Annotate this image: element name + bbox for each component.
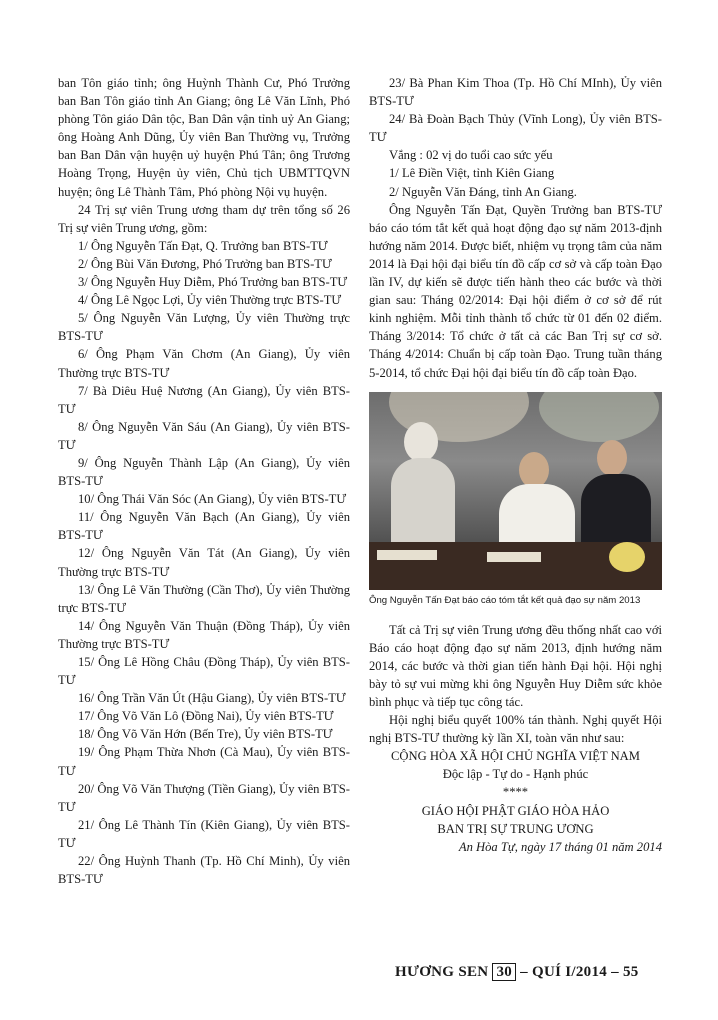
meeting-photo	[369, 392, 662, 590]
member-list-item: 14/ Ông Nguyễn Văn Thuận (Đồng Tháp), Ủy viên Thường trực BTS-TƯ	[58, 618, 350, 651]
vote-paragraph: Hội nghị biểu quyết 100% tán thành. Nghị quyết Hội nghị BTS-TƯ thường kỳ lần XI, toàn văn như sau:	[369, 713, 662, 746]
member-list-item: 24/ Bà Đoàn Bạch Thủy (Vĩnh Long), Ủy viên BTS-TƯ	[369, 112, 662, 145]
member-list-item: 11/ Ông Nguyễn Văn Bạch (An Giang), Ủy viên BTS-TƯ	[58, 510, 350, 543]
photo-caption: Ông Nguyễn Tấn Đạt báo cáo tóm tắt kết quả đạo sự năm 2013	[369, 594, 641, 606]
member-list-item: 1/ Ông Nguyễn Tấn Đạt, Q. Trưởng ban BTS-TƯ	[78, 238, 328, 253]
org-name: GIÁO HỘI PHẬT GIÁO HÒA HẢO	[421, 803, 610, 818]
member-list-item: 6/ Ông Phạm Văn Chơm (An Giang), Ủy viên Thường trực BTS-TƯ	[58, 347, 350, 380]
member-list-item: 21/ Ông Lê Thành Tín (Kiên Giang), Ủy viên BTS-TƯ	[58, 817, 350, 850]
member-list-item: 23/ Bà Phan Kim Thoa (Tp. Hồ Chí MInh), Ủy viên BTS-TƯ	[369, 76, 662, 109]
national-title: CỘNG HÒA XÃ HỘI CHỦ NGHĨA VIỆT NAM	[391, 749, 640, 764]
place-date-line: An Hòa Tự, ngày 17 tháng 01 năm 2014	[458, 839, 662, 854]
member-list-item: 13/ Ông Lê Văn Thường (Cần Thơ), Ủy viên Thường trực BTS-TƯ	[58, 582, 350, 615]
member-list-item: 10/ Ông Thái Văn Sóc (An Giang), Ủy viên BTS-TƯ	[78, 492, 347, 507]
absent-list-item: 2/ Nguyễn Văn Đáng, tỉnh An Giang.	[389, 184, 577, 199]
report-paragraph: Ông Nguyễn Tấn Đạt, Quyền Trưởng ban BTS-TƯ báo cáo tóm tắt kết quả hoạt động đạo sự năm 2013-định hướng năm 2014. Được biết, nhiệm vụ trọng tâm của năm 2014 là Đại hội đại biểu tín đồ cấp cơ sở và cấp toàn Đạo lần IV, dự kiến sẽ được tiến hành theo các bước và thời gian sau: Tháng 02/2014: Đại hội điểm ở cơ sở để rút kinh nghiệm. Mỗi tỉnh thành tổ chức từ 01 đến 02 điểm. Tháng 3/2014: Tổ chức ở tất cả các Ban Trị sự cơ sở. Tháng 4/2014: Chuẩn bị cấp toàn Đạo. Trung tuần tháng 5-2014, tổ chức Đại hội đại biểu tín đồ cấp toàn Đạo.	[369, 202, 662, 380]
member-list-item: 3/ Ông Nguyễn Huy Diễm, Phó Trưởng ban BTS-TƯ	[78, 275, 348, 290]
absent-heading: Vắng : 02 vị do tuổi cao sức yếu	[389, 148, 553, 163]
member-list-item: 4/ Ông Lê Ngọc Lợi, Ủy viên Thường trực BTS-TƯ	[78, 293, 342, 308]
member-list-item: 12/ Ông Nguyễn Văn Tát (An Giang), Ủy viên Thường trực BTS-TƯ	[58, 546, 350, 579]
member-list-item: 15/ Ông Lê Hồng Châu (Đồng Tháp), Ủy viên BTS-TƯ	[58, 655, 350, 688]
page-footer	[395, 963, 639, 981]
member-list-item: 20/ Ông Võ Văn Thượng (Tiền Giang), Ủy viên BTS-TƯ	[58, 781, 350, 814]
absent-list-item: 1/ Lê Điền Việt, tỉnh Kiên Giang	[389, 166, 555, 181]
issue-period: – QUÍ I/2014 –	[520, 964, 619, 980]
member-list-item: 22/ Ông Huỳnh Thanh (Tp. Hồ Chí Minh), Ủy viên BTS-TƯ	[58, 854, 350, 887]
member-list-item: 2/ Ông Bùi Văn Đương, Phó Trưởng ban BTS-TƯ	[78, 256, 332, 271]
member-list-item: 19/ Ông Phạm Thừa Nhơn (Cà Mau), Ủy viên BTS-TƯ	[58, 745, 350, 778]
org-board-name: BAN TRỊ SỰ TRUNG ƯƠNG	[437, 821, 594, 836]
magazine-title: HƯƠNG SEN	[395, 964, 489, 980]
member-list-item: 5/ Ông Nguyễn Văn Lượng, Ủy viên Thường trực BTS-TƯ	[58, 311, 350, 344]
consensus-paragraph: Tất cả Trị sự viên Trung ương đều thống nhất cao với Báo cáo hoạt động đạo sự năm 2013, định hướng năm 2014, các bước và thời gian tiến hành Đại hội. Hội nghị bày tỏ sự vui mừng khi ông Nguyễn Huy Diễm sức khỏe bình phục và tiếp tục công tác.	[369, 622, 662, 709]
member-list-item: 18/ Ông Võ Văn Hớn (Bến Tre), Ủy viên BTS-TƯ	[78, 727, 333, 742]
member-list-item: 9/ Ông Nguyễn Thành Lập (An Giang), Ủy viên BTS-TƯ	[58, 455, 350, 489]
intro-paragraph: ban Tôn giáo tỉnh; ông Huỳnh Thành Cư, Phó Trưởng ban Ban Tôn giáo tỉnh An Giang; ông Lê Văn Lĩnh, Phó phòng Tôn giáo Dân tộc, Ban Dân vận tỉnh uỷ An Giang; ông Hoàng Anh Dũng, Ủy viên Ban Thường vụ, Trưởng ban Ban Dân vận huyện uỷ huyện Phú Tân; ông Trương Hoàng Trọng, Huyện ủy viên, Chủ tịch UBMTTQVN huyện; ông Lê Thành Tâm, Phó phòng Nội vụ huyện.	[58, 76, 350, 199]
right-column	[369, 74, 662, 856]
member-list-item: 16/ Ông Trần Văn Út (Hậu Giang), Ủy viên BTS-TƯ	[78, 691, 346, 706]
national-motto: Độc lập - Tự do - Hạnh phúc	[442, 767, 589, 782]
attendance-paragraph: 24 Trị sự viên Trung ương tham dự trên tổng số 26 Trị sự viên Trung ương, gồm:	[58, 202, 350, 235]
issue-number: 30	[492, 963, 516, 981]
left-column	[58, 74, 350, 888]
member-list-item: 7/ Bà Diêu Huệ Nương (An Giang), Ủy viên BTS-TƯ	[58, 383, 350, 416]
member-list-item: 8/ Ông Nguyễn Văn Sáu (An Giang), Ủy viên BTS-TƯ	[58, 419, 350, 452]
member-list-item: 17/ Ông Võ Văn Lô (Đồng Nai), Ủy viên BTS-TƯ	[78, 709, 334, 724]
divider-stars: ****	[502, 785, 529, 800]
page-number: 55	[623, 964, 639, 980]
